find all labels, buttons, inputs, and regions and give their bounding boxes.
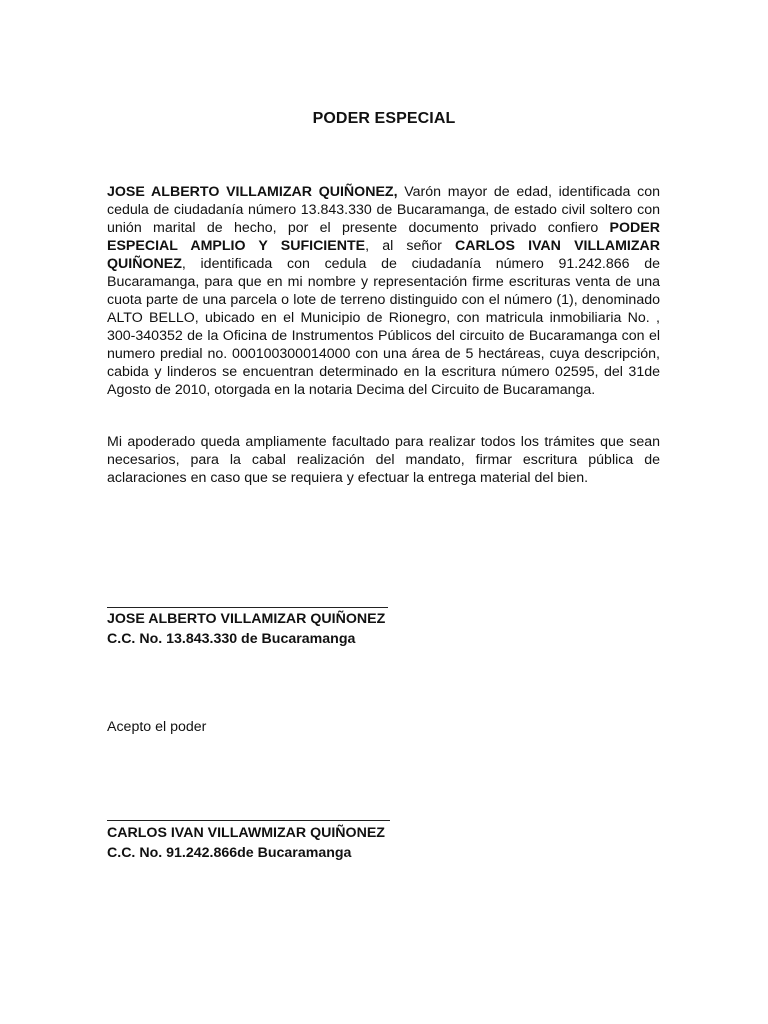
signature-line-attorney xyxy=(107,820,390,821)
grant-text-b: , al señor xyxy=(365,238,456,254)
attorney-signature-name: CARLOS IVAN VILLAWMIZAR QUIÑONEZ xyxy=(107,825,385,841)
attorney-name: CARLOS IVAN VILLAMIZAR QUIÑONEZ xyxy=(107,238,660,272)
power-type: PODER ESPECIAL AMPLIO Y SUFICIENTE xyxy=(107,220,660,254)
grant-paragraph xyxy=(107,183,660,399)
document-title: PODER ESPECIAL xyxy=(312,110,456,127)
powers-paragraph: Mi apoderado queda ampliamente facultado para realizar todos los trámites que sean necesarios, para la cabal realización del mandato, firmar escritura pública de aclaraciones en caso que se requiera y efectuar la entrega material del bien. xyxy=(107,434,660,486)
grant-text-a: Varón mayor de edad, identificada con cedula de ciudadanía número 13.843.330 de Bucaramanga, de estado civil soltero con unión marital de hecho, por el presente documento privado confiero xyxy=(107,184,661,236)
attorney-signature-id: C.C. No. 91.242.866de Bucaramanga xyxy=(107,845,352,861)
grant-text-c: , identificada con cedula de ciudadanía número 91.242.866 de Bucaramanga, para que en mi nombre y representación firme escrituras venta de una cuota parte de una parcela o lote de terreno distinguido con el número (1), denominado ALTO BELLO, ubicado en el Municipio de Rionegro, con matricula inmobiliaria No. , 300-340352 de la Oficina de Instrumentos Públicos del circuito de Bucaramanga con el numero predial no. 000100300014000 con una área de 5 hectáreas, cuya descripción, cabida y linderos se encuentran determinado en la escritura número 02595, del 31de Agosto de 2010, otorgada en la notaria Decima del Circuito de Bucaramanga. xyxy=(107,256,660,398)
grantor-signature-id: C.C. No. 13.843.330 de Bucaramanga xyxy=(107,631,356,647)
grantor-name: JOSE ALBERTO VILLAMIZAR QUIÑONEZ, xyxy=(107,184,398,200)
grantor-signature-name: JOSE ALBERTO VILLAMIZAR QUIÑONEZ xyxy=(107,611,386,627)
signature-line-grantor xyxy=(107,607,388,608)
acceptance-text: Acepto el poder xyxy=(107,719,207,735)
